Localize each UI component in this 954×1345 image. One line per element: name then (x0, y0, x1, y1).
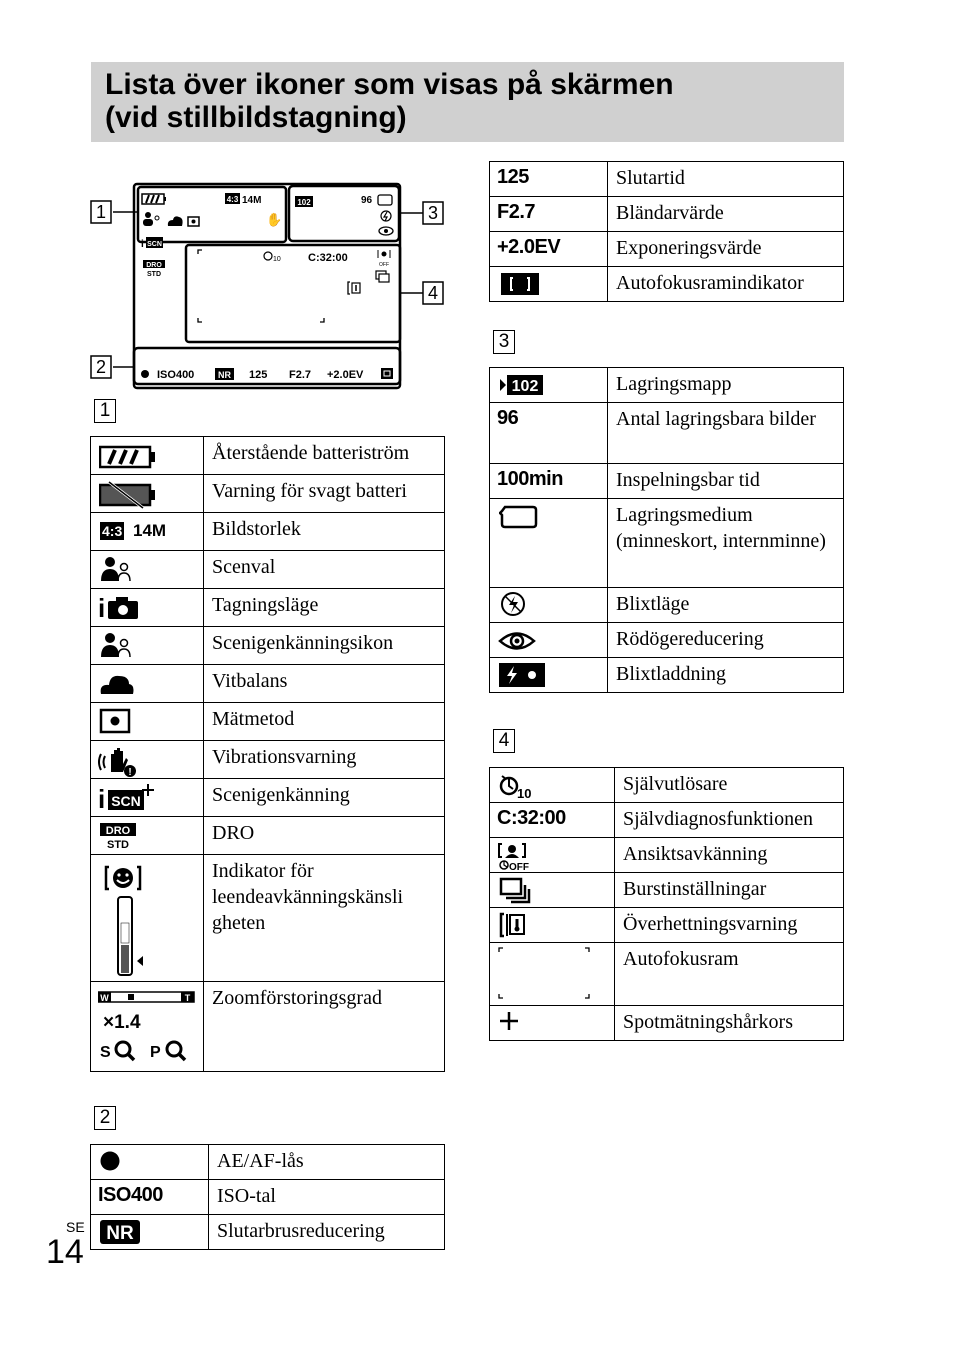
row-label: Ansiktsavkänning (615, 838, 844, 873)
row-label: Inspelningsbar tid (608, 464, 844, 499)
row-label: Vitbalans (204, 665, 445, 703)
memory-card-icon (490, 499, 608, 588)
screen-diagram (88, 180, 448, 390)
diagram-face-icon (378, 250, 390, 268)
diagram-metering-icon (188, 217, 199, 226)
icon-text: 96 (497, 407, 519, 429)
svg-text:i: i (98, 784, 106, 814)
section-2-number: 2 (94, 1106, 116, 1130)
diagram-flash-icon (381, 211, 391, 221)
table-row (91, 741, 445, 779)
row-label: ISO-tal (209, 1180, 445, 1215)
battery-low-icon (91, 475, 204, 513)
row-label: Tagningsläge (204, 589, 445, 627)
title-bar (91, 62, 844, 142)
svg-text:3: 3 (427, 203, 439, 223)
svg-text:T: T (184, 993, 191, 1003)
row-label: Varning för svagt batteri (204, 475, 445, 513)
icon-text: 125 (497, 166, 529, 188)
table-row (91, 1180, 445, 1215)
row-label: Bildstorlek (204, 513, 445, 551)
diagram-aperture: F2.7 (289, 369, 312, 381)
row-label: Burstinställningar (615, 873, 844, 908)
row-label: Självdiagnosfunktionen (615, 803, 844, 838)
folder-icon (490, 368, 608, 403)
row-label: Autofokusram (615, 943, 844, 1006)
diagram-diag: C:32:00 (308, 252, 348, 264)
svg-text:STD: STD (147, 271, 161, 278)
diagram-af-indicator-icon (381, 368, 393, 379)
diagram-folder-icon (295, 196, 313, 207)
row-label: Blixtladdning (608, 658, 844, 693)
row-label: Scenval (204, 551, 445, 589)
title-line-1: Lista över ikoner som visas på skärmen (105, 68, 674, 101)
svg-text:OFF: OFF (509, 862, 529, 872)
callout-3 (423, 202, 443, 224)
section-4-number: 4 (493, 729, 515, 753)
image-size-icon (91, 513, 204, 551)
table-row (91, 627, 445, 665)
svg-text:DRO: DRO (146, 262, 162, 269)
section-1-number: 1 (94, 399, 116, 423)
svg-text:SCN: SCN (147, 241, 162, 248)
size-text: 14M (133, 521, 167, 540)
svg-text:i: i (98, 593, 106, 623)
diagram-nr-icon (215, 368, 234, 380)
diagram-iso: ISO400 (157, 369, 195, 381)
row-label: Slutartid (608, 162, 844, 197)
table-row (91, 475, 445, 513)
svg-text:NR: NR (106, 1223, 134, 1244)
svg-text:SCN: SCN (111, 793, 141, 809)
shake-warning-icon (91, 741, 204, 779)
svg-text:OFF: OFF (379, 262, 389, 268)
table-row (91, 817, 445, 855)
row-label: Scenigenkänningsikon (204, 627, 445, 665)
row-label: Spotmätningshårkors (615, 1006, 844, 1041)
table-row (490, 908, 844, 943)
shots-remaining-value (490, 403, 608, 464)
diagram-count: 96 (361, 195, 373, 206)
section-2-table (90, 1144, 445, 1250)
table-row (91, 1145, 445, 1180)
iscn-plus-icon (91, 779, 204, 817)
diagram-battery-icon (142, 194, 166, 204)
table-row (490, 588, 844, 623)
nr-icon (91, 1215, 209, 1250)
flash-off-icon (490, 588, 608, 623)
table-row (490, 403, 844, 464)
overheat-warning-icon (490, 908, 615, 943)
svg-text:2: 2 (95, 357, 107, 377)
diagram-iscn-icon (141, 237, 163, 250)
self-diagnosis-value (490, 803, 615, 838)
icon-text: +2.0EV (497, 236, 561, 258)
battery-full-icon (91, 437, 204, 475)
svg-text:W: W (100, 993, 109, 1003)
diagram-image-size-icon (225, 193, 261, 206)
af-frame-icon (490, 943, 615, 1006)
title-line-2: (vid stillbildstagning) (105, 101, 407, 134)
table-row (91, 855, 445, 982)
table-row (490, 1006, 844, 1041)
row-label: Scenigenkänning (204, 779, 445, 817)
row-label: Exponeringsvärde (608, 232, 844, 267)
diagram-shake-icon: ✋ (266, 212, 283, 227)
spot-crosshair-icon (490, 1006, 615, 1041)
page-title (105, 68, 674, 134)
icon-text: F2.7 (497, 201, 536, 223)
row-label: DRO (204, 817, 445, 855)
scene-recognition-person-icon (91, 627, 204, 665)
ae-af-lock-icon (91, 1145, 209, 1180)
aperture-value (490, 197, 608, 232)
zoom-scale-icon (91, 982, 204, 1072)
row-label: Lagringsmapp (608, 368, 844, 403)
section-1-table (90, 436, 445, 1072)
svg-text:102: 102 (511, 378, 539, 395)
row-label: Autofokusramindikator (608, 267, 844, 302)
svg-text:1: 1 (95, 202, 107, 222)
row-label: Vibrationsvarning (204, 741, 445, 779)
table-row (490, 232, 844, 267)
svg-text:DRO: DRO (105, 825, 131, 837)
af-frame-indicator-icon (490, 267, 608, 302)
scene-person-icon (91, 551, 204, 589)
table-row (490, 658, 844, 693)
table-row (490, 873, 844, 908)
section-3-number: 3 (493, 330, 515, 354)
self-timer-icon (490, 768, 615, 803)
row-label: Överhettningsvarning (615, 908, 844, 943)
table-row (490, 499, 844, 588)
icon-text: C:32:00 (497, 807, 566, 829)
svg-text:×1.4: ×1.4 (103, 1012, 141, 1033)
burst-icon (490, 873, 615, 908)
table-row (91, 589, 445, 627)
diagram-timer-icon (264, 252, 281, 263)
svg-text:i: i (141, 239, 144, 250)
svg-text:P: P (150, 1044, 161, 1061)
table-row (91, 982, 445, 1072)
table-row (91, 703, 445, 741)
metering-spot-icon (91, 703, 204, 741)
face-detection-off-icon (490, 838, 615, 873)
row-label: Lagringsmedium (minneskort, internminne) (608, 499, 844, 588)
diagram-redeye-icon (379, 227, 393, 235)
recording-time-value (490, 464, 608, 499)
diagram-card-icon (378, 195, 392, 205)
table-row (91, 437, 445, 475)
callout-1 (91, 201, 111, 223)
diagram-burst-icon (376, 271, 389, 282)
diagram-ev: +2.0EV (327, 369, 364, 381)
svg-text:NR: NR (218, 370, 231, 380)
red-eye-icon (490, 623, 608, 658)
svg-text:4: 4 (427, 283, 439, 303)
diagram-scene-icon (143, 212, 159, 226)
diagram-shutter: 125 (249, 369, 268, 381)
iso-icon (91, 1180, 209, 1215)
callout-4 (423, 282, 443, 304)
row-label: Blixtläge (608, 588, 844, 623)
table-row (490, 368, 844, 403)
table-row (91, 513, 445, 551)
row-label: Självutlösare (615, 768, 844, 803)
diagram-cloud-icon (168, 216, 183, 226)
svg-text:!: ! (128, 767, 132, 778)
row-label: Rödögereducering (608, 623, 844, 658)
table-row (490, 943, 844, 1006)
table-row (91, 779, 445, 817)
svg-text:S: S (100, 1044, 111, 1061)
table-row (91, 665, 445, 703)
table-row (490, 197, 844, 232)
section-3-table (489, 367, 844, 693)
row-label: Antal lagringsbara bilder (608, 403, 844, 464)
svg-text:4:3: 4:3 (226, 195, 239, 204)
section-4-table (489, 767, 844, 1041)
shutter-speed-value (490, 162, 608, 197)
table-row (91, 1215, 445, 1250)
svg-text:14M: 14M (242, 195, 262, 206)
table-row (490, 768, 844, 803)
row-label: Zoomförstoringsgrad (204, 982, 445, 1072)
table-row (490, 162, 844, 197)
row-label: Slutarbrusreducering (209, 1215, 445, 1250)
table-row (490, 267, 844, 302)
callout-2 (91, 356, 111, 378)
row-label: Indikator för leendeavkänningskänsli gheten (204, 855, 445, 982)
table-row (91, 551, 445, 589)
dro-std-icon (91, 817, 204, 855)
svg-text:10: 10 (517, 786, 532, 801)
row-label: Återstående batteriström (204, 437, 445, 475)
table-row (490, 803, 844, 838)
svg-text:STD: STD (107, 839, 129, 851)
smile-sensitivity-icon (91, 855, 204, 982)
footer-lang: SE (66, 1219, 85, 1235)
table-row (490, 838, 844, 873)
section-2b-table (489, 161, 844, 302)
icon-text: 100min (497, 468, 563, 490)
iso-text: ISO400 (98, 1184, 163, 1206)
svg-text:10: 10 (273, 256, 281, 263)
diagram-dro-icon (143, 260, 165, 278)
table-row (490, 464, 844, 499)
exposure-value (490, 232, 608, 267)
intelligent-auto-icon (91, 589, 204, 627)
row-label: Mätmetod (204, 703, 445, 741)
aspect-badge: 4:3 (102, 523, 123, 539)
row-label: Bländarvärde (608, 197, 844, 232)
page-number: 14 (46, 1233, 84, 1271)
diagram-overheat-icon (348, 282, 360, 294)
diagram-aelock-icon (141, 370, 149, 378)
row-label: AE/AF-lås (209, 1145, 445, 1180)
white-balance-cloud-icon (91, 665, 204, 703)
table-row (490, 623, 844, 658)
svg-text:102: 102 (297, 198, 311, 207)
flash-charge-icon (490, 658, 608, 693)
